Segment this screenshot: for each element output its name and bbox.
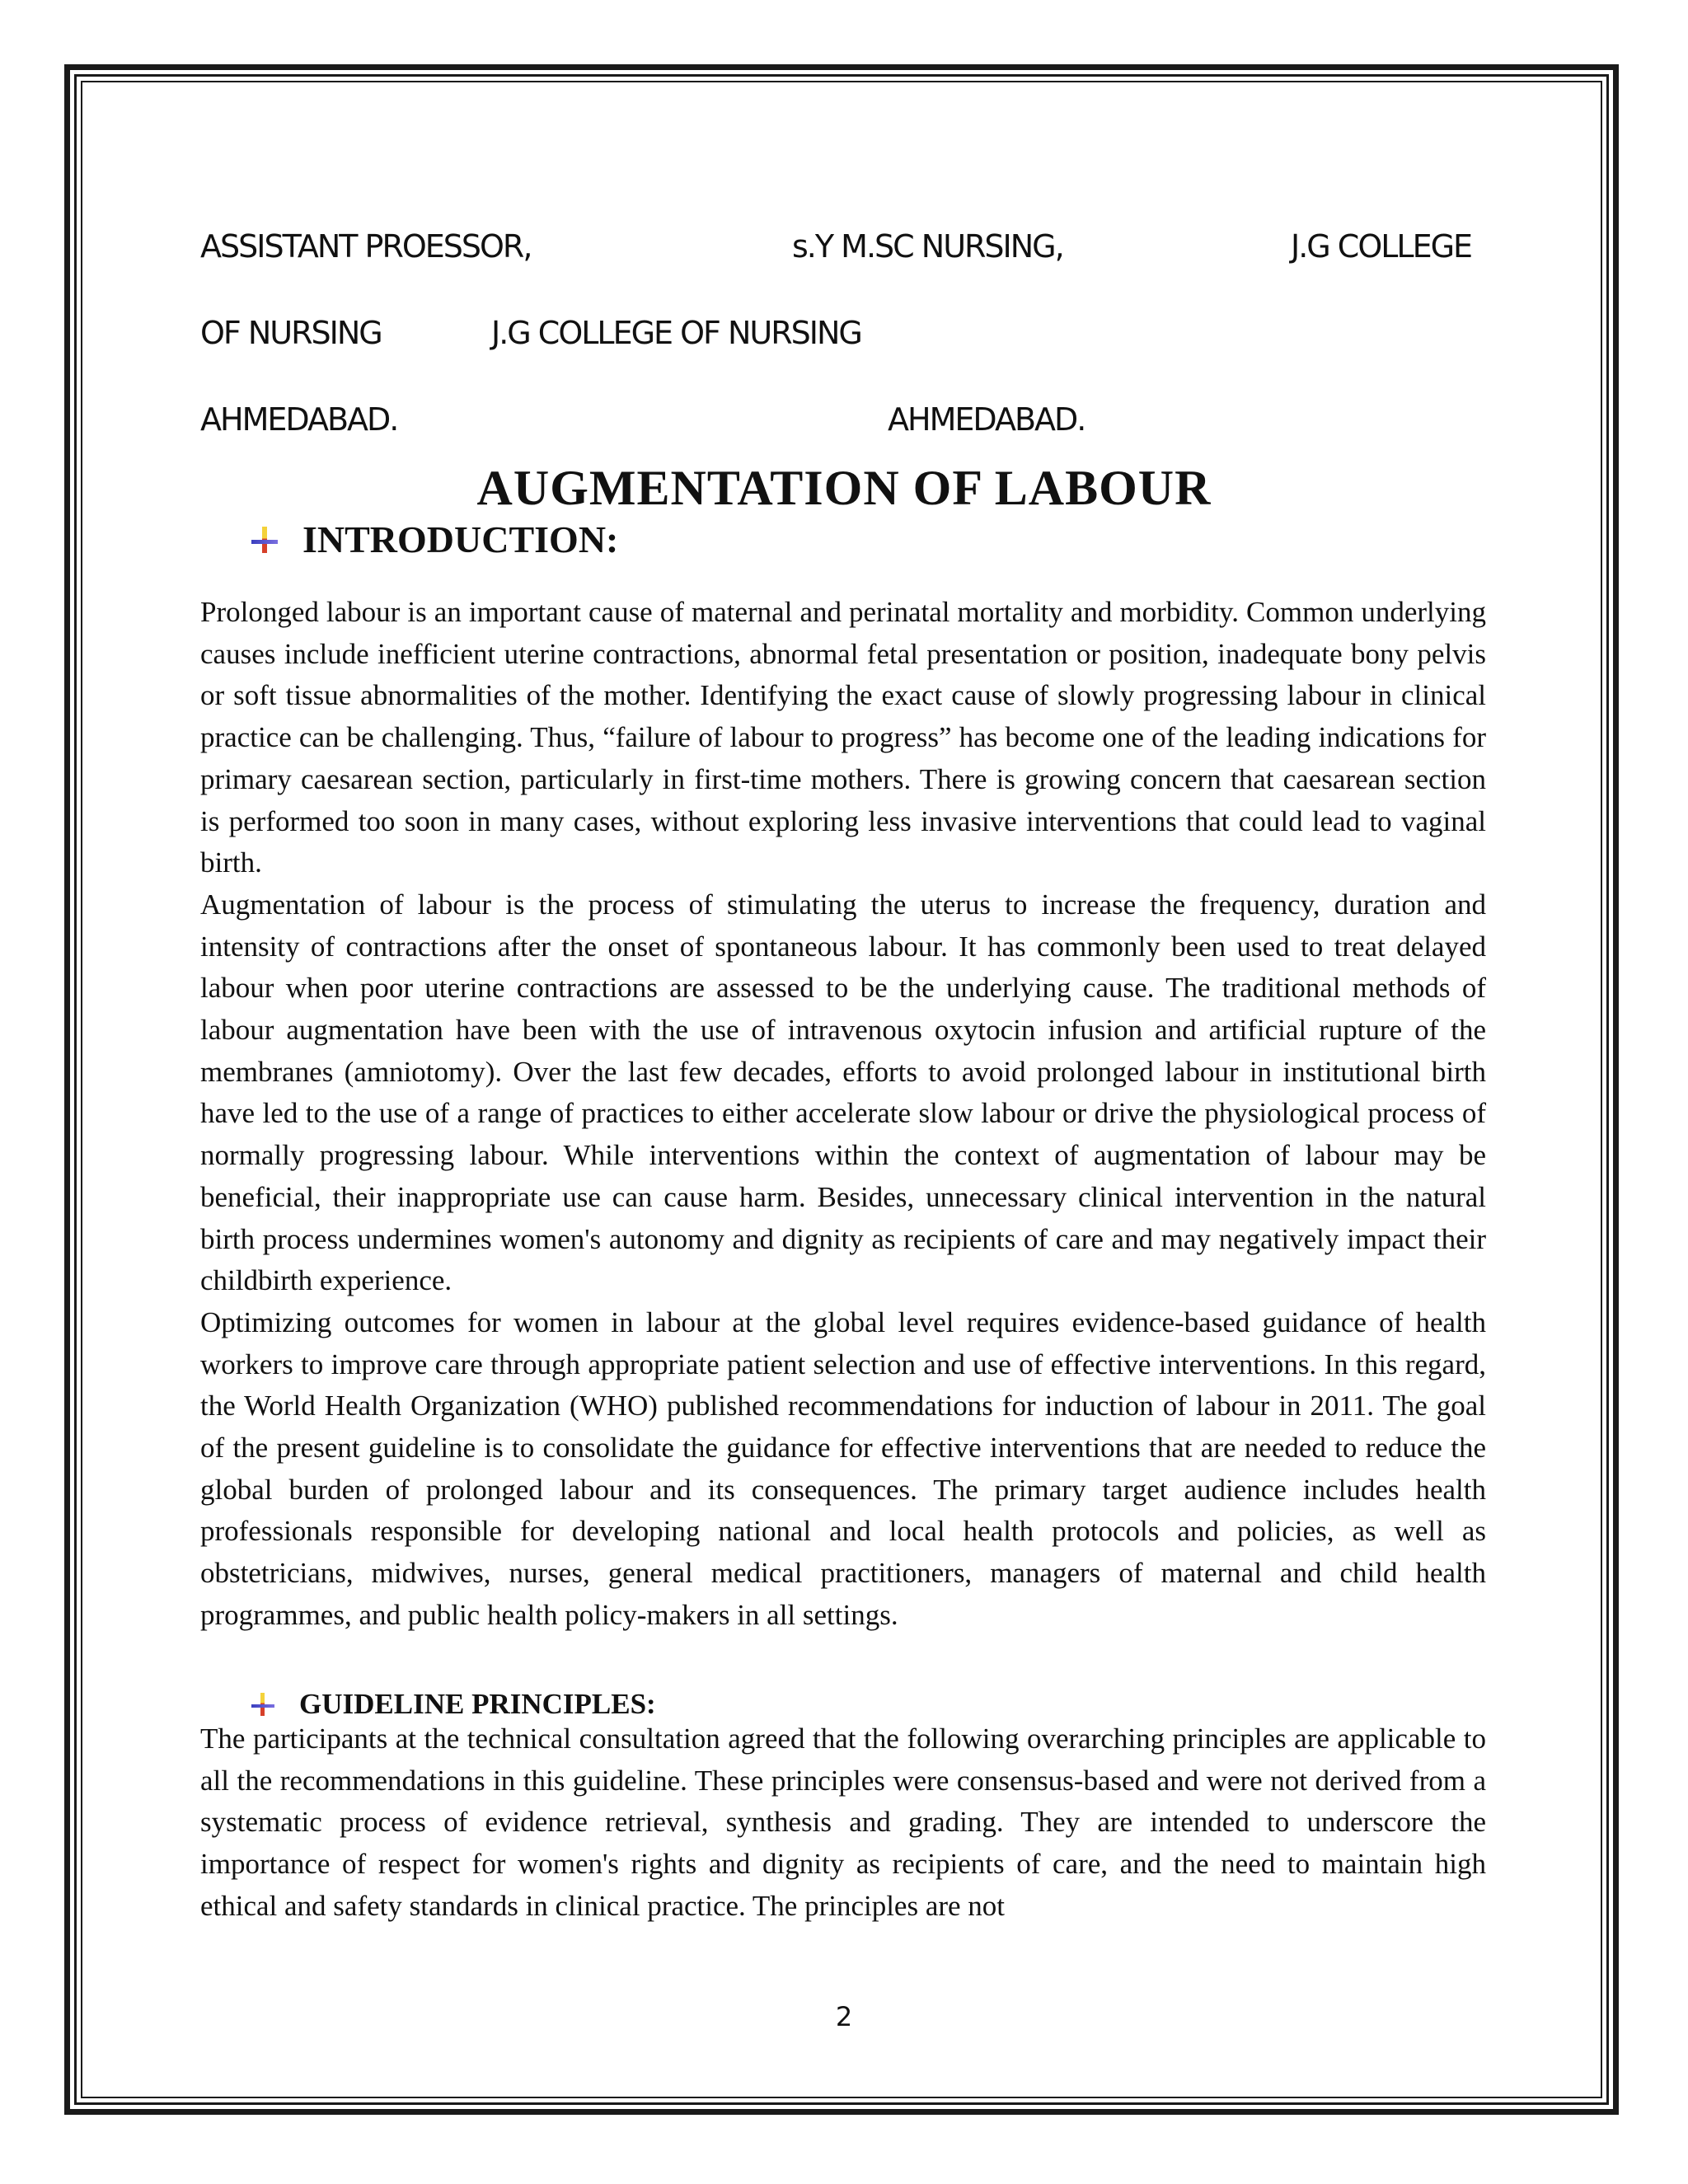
author-header-col2: AHMEDABAD. <box>888 401 1085 438</box>
paragraph: Optimizing outcomes for women in labour at the global level requires evidence-based guidance of health workers to improve care through appropriate patient selection and use of effective interventions. In this regard, the World Health Organization (WHO) published recommendations for induction of labour in 2011. The goal of the present guideline is to consolidate the guidance for effective interventions that are needed to reduce the global burden of prolonged labour and its consequences. The primary target audience includes health professionals responsible for developing national and local health protocols and policies, as well as obstetricians, midwives, nurses, general medical practitioners, managers of maternal and child health programmes, and public health policy-makers in all settings. <box>200 1305 1486 1631</box>
author-header-col2: J.G COLLEGE OF NURSING <box>491 315 861 351</box>
author-header-col1: OF NURSING <box>200 315 382 351</box>
paragraph: The participants at the technical consultation agreed that the following overarching principles are applicable to all the recommendations in this guideline. These principles were consensus-based and were not derived from a systematic process of evidence retrieval, synthesis and grading. They are intended to underscore the importance of respect for women's rights and dignity as recipients of care, and the need to maintain high ethical and safety standards in clinical practice. The principles are not <box>200 1722 1486 1922</box>
author-header-line-2 <box>200 315 1486 356</box>
author-header-line-1 <box>200 228 1486 269</box>
document-title: AUGMENTATION OF LABOUR <box>476 461 1212 515</box>
paragraph: Prolonged labour is an important cause of maternal and perinatal mortality and morbidity. Common underlying causes include inefficient uterine contractions, abnormal fetal presentation or position, inadequate bony pelvis or soft tissue abnormalities of the mother. Identifying the exact cause of slowly progressing labour in clinical practice can be challenging. Thus, “failure of labour to progress” has become one of the leading indications for primary caesarean section, particularly in first-time mothers. There is growing concern that caesarean section is performed too soon in many cases, without exploring less invasive interventions that could lead to vaginal birth. <box>200 596 1486 879</box>
arrow-bullet-icon <box>251 527 278 553</box>
section-heading-guideline-principles <box>251 1688 656 1721</box>
section-heading-text: GUIDELINE PRINCIPLES: <box>299 1688 656 1720</box>
section-heading-text: INTRODUCTION: <box>302 518 619 560</box>
introduction-body <box>200 592 1486 1637</box>
author-header-col2: s.Y M.SC NURSING, <box>792 228 1063 265</box>
author-header-col1: AHMEDABAD. <box>200 401 398 438</box>
page-number: 2 <box>835 2001 853 2032</box>
guideline-principles-body <box>200 1718 1486 1928</box>
author-header-col1: ASSISTANT PROESSOR, <box>200 228 532 265</box>
paragraph: Augmentation of labour is the process of stimulating the uterus to increase the frequency, duration and intensity of contractions after the onset of spontaneous labour. It has commonly been used to treat delayed labour when poor uterine contractions are assessed to be the underlying cause. The traditional methods of labour augmentation have been with the use of intravenous oxytocin infusion and artificial rupture of the membranes (amniotomy). Over the last few decades, efforts to avoid prolonged labour in institutional birth have led to the use of a range of practices to either accelerate slow labour or drive the physiological process of normally progressing labour. While interventions within the context of augmentation of labour may be beneficial, their inappropriate use can cause harm. Besides, unnecessary clinical intervention in the natural birth process undermines women's autonomy and dignity as recipients of care and may negatively impact their childbirth experience. <box>200 888 1486 1297</box>
author-header-line-3 <box>200 401 1486 443</box>
section-heading-introduction <box>251 518 618 561</box>
arrow-bullet-icon <box>251 1693 274 1716</box>
author-header-col3: J.G COLLEGE <box>1291 228 1472 265</box>
